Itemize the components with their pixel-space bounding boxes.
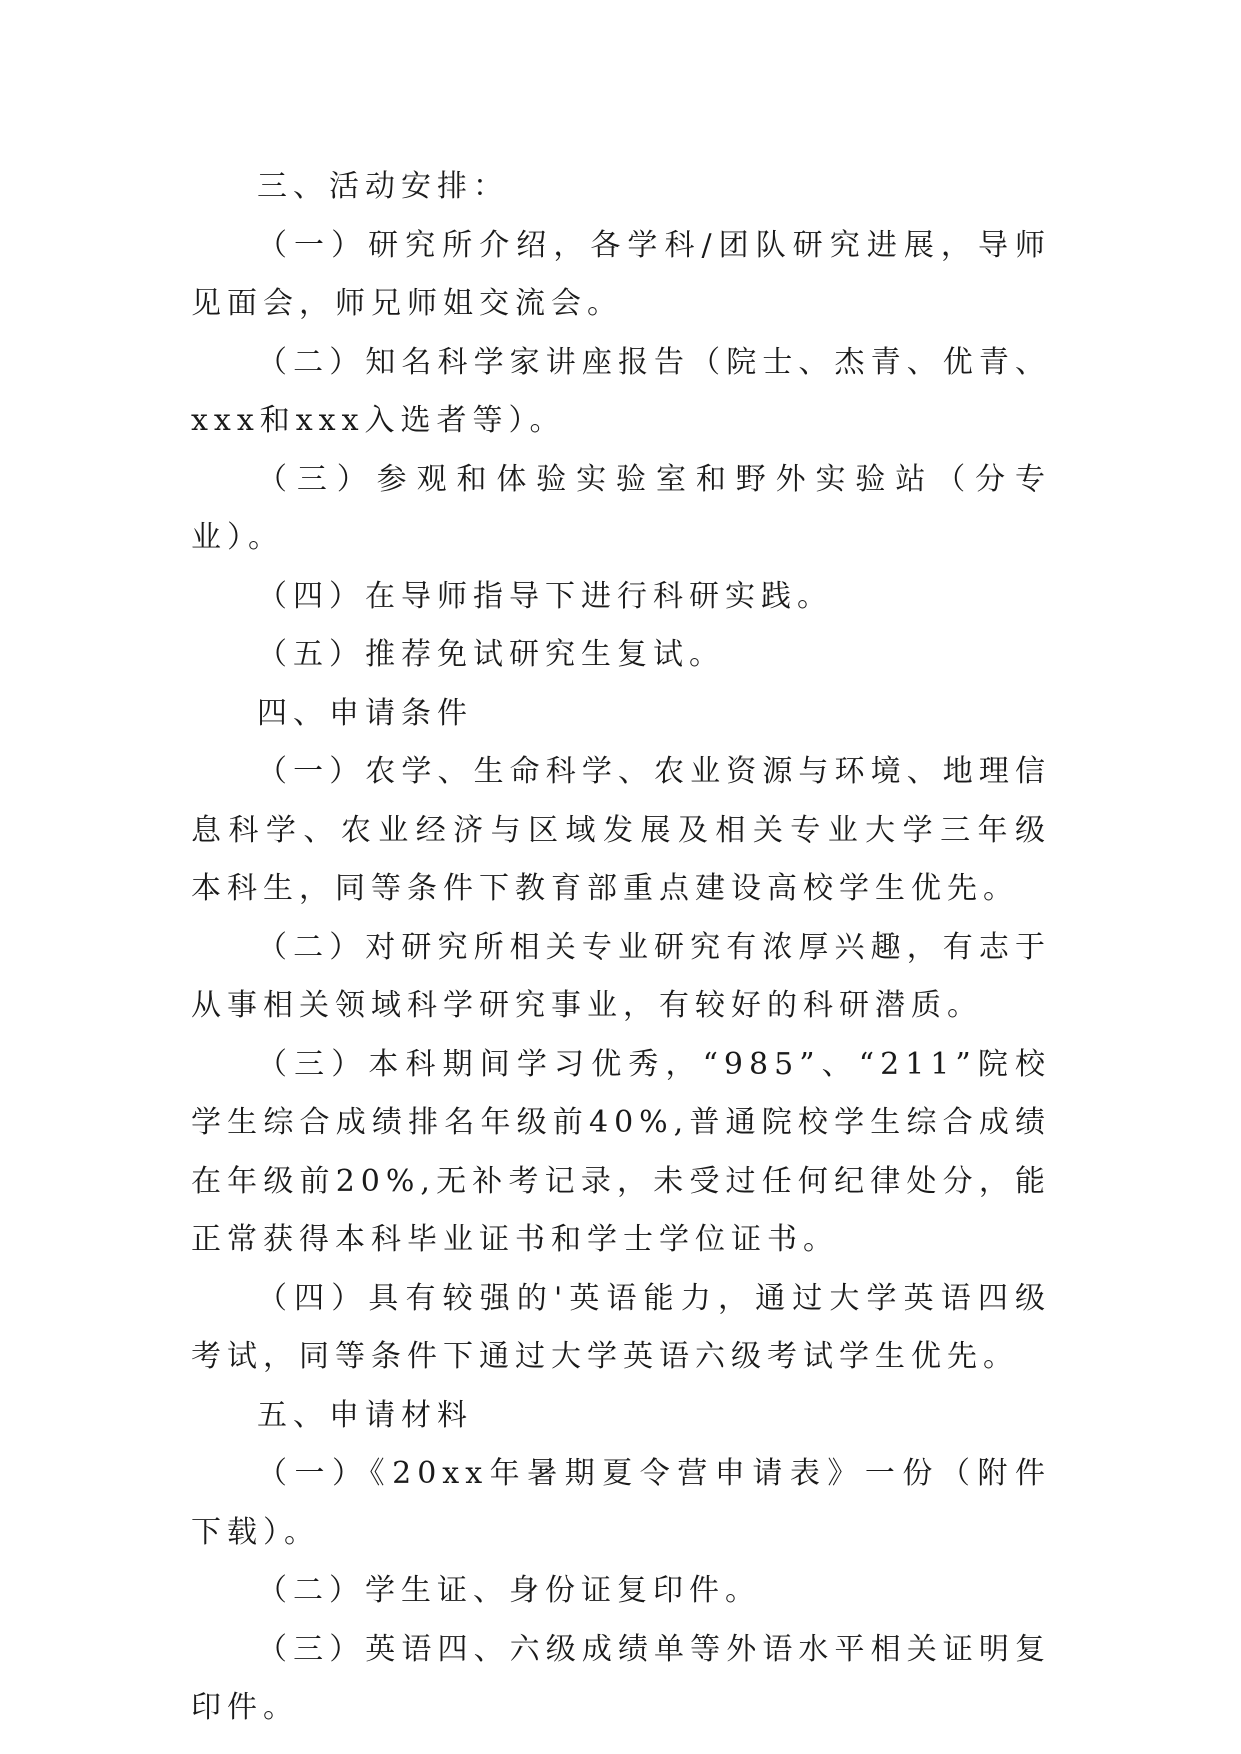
- document-body: [191, 158, 1051, 1738]
- activity-item-3: （三）参观和体验实验室和野外实验站（分专业）。: [191, 461, 1051, 555]
- condition-item-1: （一）农学、生命科学、农业资源与环境、地理信息科学、农业经济与区域发展及相关专业大学三年级本科生，同等条件下教育部重点建设高校学生优先。: [191, 754, 1051, 906]
- activity-item-2: （二）知名科学家讲座报告（院士、杰青、优青、xxx和xxx入选者等）。: [191, 344, 1051, 438]
- material-item-2: （二）学生证、身份证复印件。: [257, 1573, 761, 1608]
- activity-item-5: （五）推荐免试研究生复试。: [257, 637, 725, 672]
- activity-item-4: （四）在导师指导下进行科研实践。: [257, 578, 833, 614]
- material-item-3: （三）英语四、六级成绩单等外语水平相关证明复印件。: [191, 1631, 1051, 1725]
- section-heading-conditions: 四、申请条件: [257, 695, 473, 731]
- condition-item-2: （二）对研究所相关专业研究有浓厚兴趣，有志于从事相关领域科学研究事业，有较好的科研潜质。: [191, 929, 1051, 1023]
- condition-item-4: （四）具有较强的'英语能力，通过大学英语四级考试，同等条件下通过大学英语六级考试学生优先。: [191, 1280, 1051, 1374]
- section-heading-activities: 三、活动安排：: [257, 169, 509, 204]
- condition-item-3: （三）本科期间学习优秀，“985”、“211”院校学生综合成绩排名年级前40%,普通院校学生综合成绩在年级前20%,无补考记录，未受过任何纪律处分，能正常获得本科毕业证书和学士学位证书。: [191, 1046, 1051, 1257]
- section-heading-materials: 五、申请材料: [257, 1397, 473, 1433]
- activity-item-1: （一）研究所介绍，各学科/团队研究进展，导师见面会，师兄师姐交流会。: [191, 227, 1051, 321]
- material-item-1: （一）《20xx年暑期夏令营申请表》一份（附件下载）。: [191, 1456, 1051, 1550]
